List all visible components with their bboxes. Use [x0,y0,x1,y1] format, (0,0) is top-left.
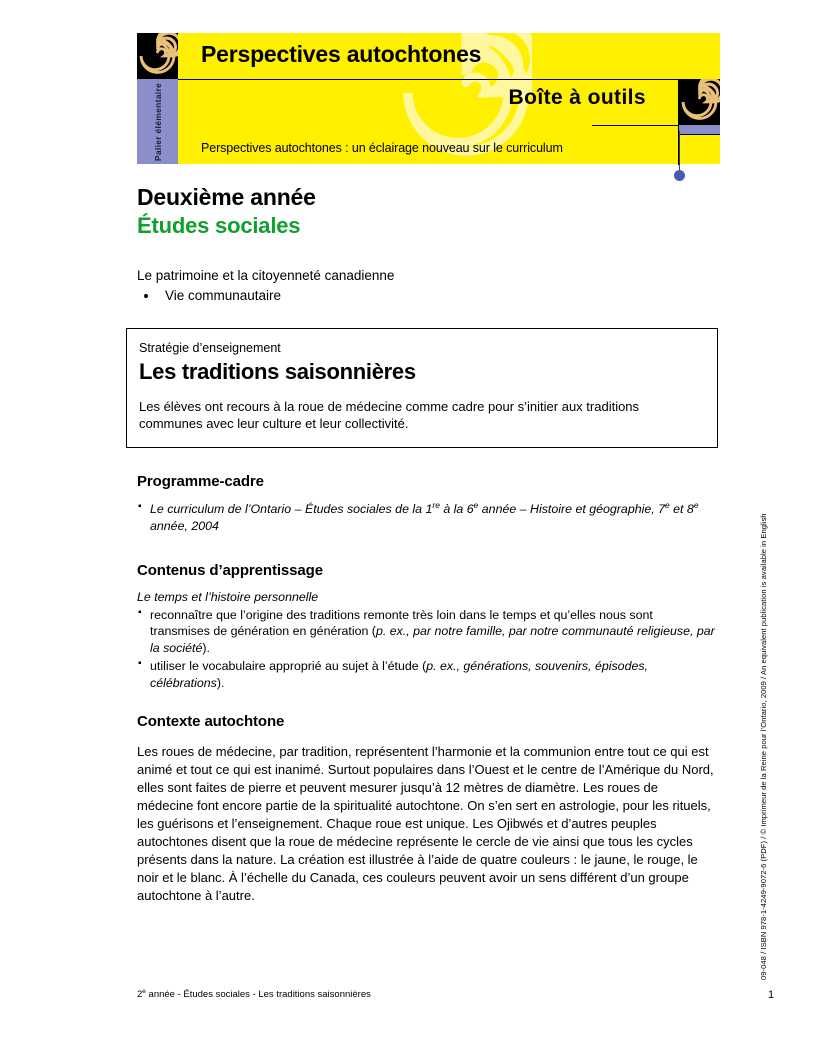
header-connector-line [679,131,680,172]
page-title-grade: Deuxième année [137,184,316,210]
header-divider-bottom-right [679,134,720,135]
page-header-banner [137,33,720,164]
palier-strip [137,79,178,164]
page-title-subject: Études sociales [137,213,301,239]
spiral-logo-right-glyph [679,79,720,125]
spiral-logo-icon [137,33,178,79]
contenus-item-0-text: reconnaître que l’origine des traditions remonte très loin dans le temps et qu’elles nous sont transmises de génération en génération (p. ex., par notre famille, par notre communauté religieuse, par la société). [150,607,715,655]
imprint-text: 09-048 / ISBN 978-1-4249-9072-6 (PDF) / © Imprimeur de la Reine pour l’Ontario, 2009 / An equivalent publication is available in English [759,513,768,980]
section-contenus-apprentissage [137,562,715,693]
header-title-main: Perspectives autochtones [201,41,482,67]
list-item [137,501,715,534]
strategy-kicker: Stratégie d’enseignement [139,341,281,355]
header-connector-dot [674,170,685,181]
strand-label: Le patrimoine et la citoyenneté canadienne [137,267,395,283]
section-programme-cadre [137,473,715,536]
footer-breadcrumb: 2e année - Études sociales - Les traditions saisonnières [137,987,371,1000]
section-heading-contenus: Contenus d’apprentissage [137,562,323,579]
document-title-block [137,184,720,306]
contenus-item-1-text: utiliser le vocabulaire approprié au sujet à l’étude (p. ex., générations, souvenirs, épisodes, célébrations). [150,659,648,690]
palier-label: Palier élémentaire [152,82,163,161]
section-heading-programme-cadre: Programme-cadre [137,473,264,490]
header-divider-top [178,79,720,80]
list-item [137,658,715,691]
strategy-title: Les traditions saisonnières [139,359,416,385]
header-periwinkle-accent [679,125,720,134]
spiral-logo-icon-right [679,79,720,125]
programme-cadre-item-text: Le curriculum de l’Ontario – Études sociales de la 1re à la 6e année – Histoire et géographie, 7e et 8e année, 2004 [150,499,699,533]
section-heading-contexte: Contexte autochtone [137,713,285,730]
contenus-sub-label: Le temps et l’histoire personnelle [137,590,319,604]
contenus-list [137,607,715,692]
spiral-logo-left-glyph [137,33,178,79]
header-title-sub: Boîte à outils [508,86,646,109]
strategy-box [126,328,718,448]
list-item [137,607,715,657]
footer-page-number: 1 [768,989,775,1001]
header-divider-sub [592,125,678,126]
imprint-sidebar [757,440,779,980]
contexte-paragraph: Les roues de médecine, par tradition, représentent l’harmonie et la communion entre tout ce qui est animé et tout ce qui est inanimé. Surtout populaires dans l’Ouest et le centre de l’Amérique du Nord, elles sont faites de pierre et peuvent mesurer jusqu’à 12 mètres de diamètre. Les roues de médecine font encore partie de la spiritualité autochtone. On s’en sert en astrologie, pour les rituels, les guérisons et l’enseignement. Chaque roue est unique. Les Ojibwés et d’autres peuples autochtones disent que la roue de médecine représente le cercle de vie ainsi que tous les cycles présents dans la nature. La création est illustrée à l’aide de quatre couleurs : le jaune, le rouge, le noir et le blanc. À l’échelle du Canada, ces couleurs peuvent avoir un sens différent d’un groupe autochtone à l’autre. [137,744,714,903]
programme-cadre-list [137,501,715,534]
strand-item-list [137,287,720,306]
strategy-description: Les élèves ont recours à la roue de médecine comme cadre pour s’initier aux traditions communes avec leur culture et leur collectivité. [139,398,640,432]
section-contexte-autochtone [137,713,715,904]
list-item: • Vie communautaire [159,287,720,306]
header-tagline: Perspectives autochtones : un éclairage nouveau sur le curriculum [201,141,563,155]
